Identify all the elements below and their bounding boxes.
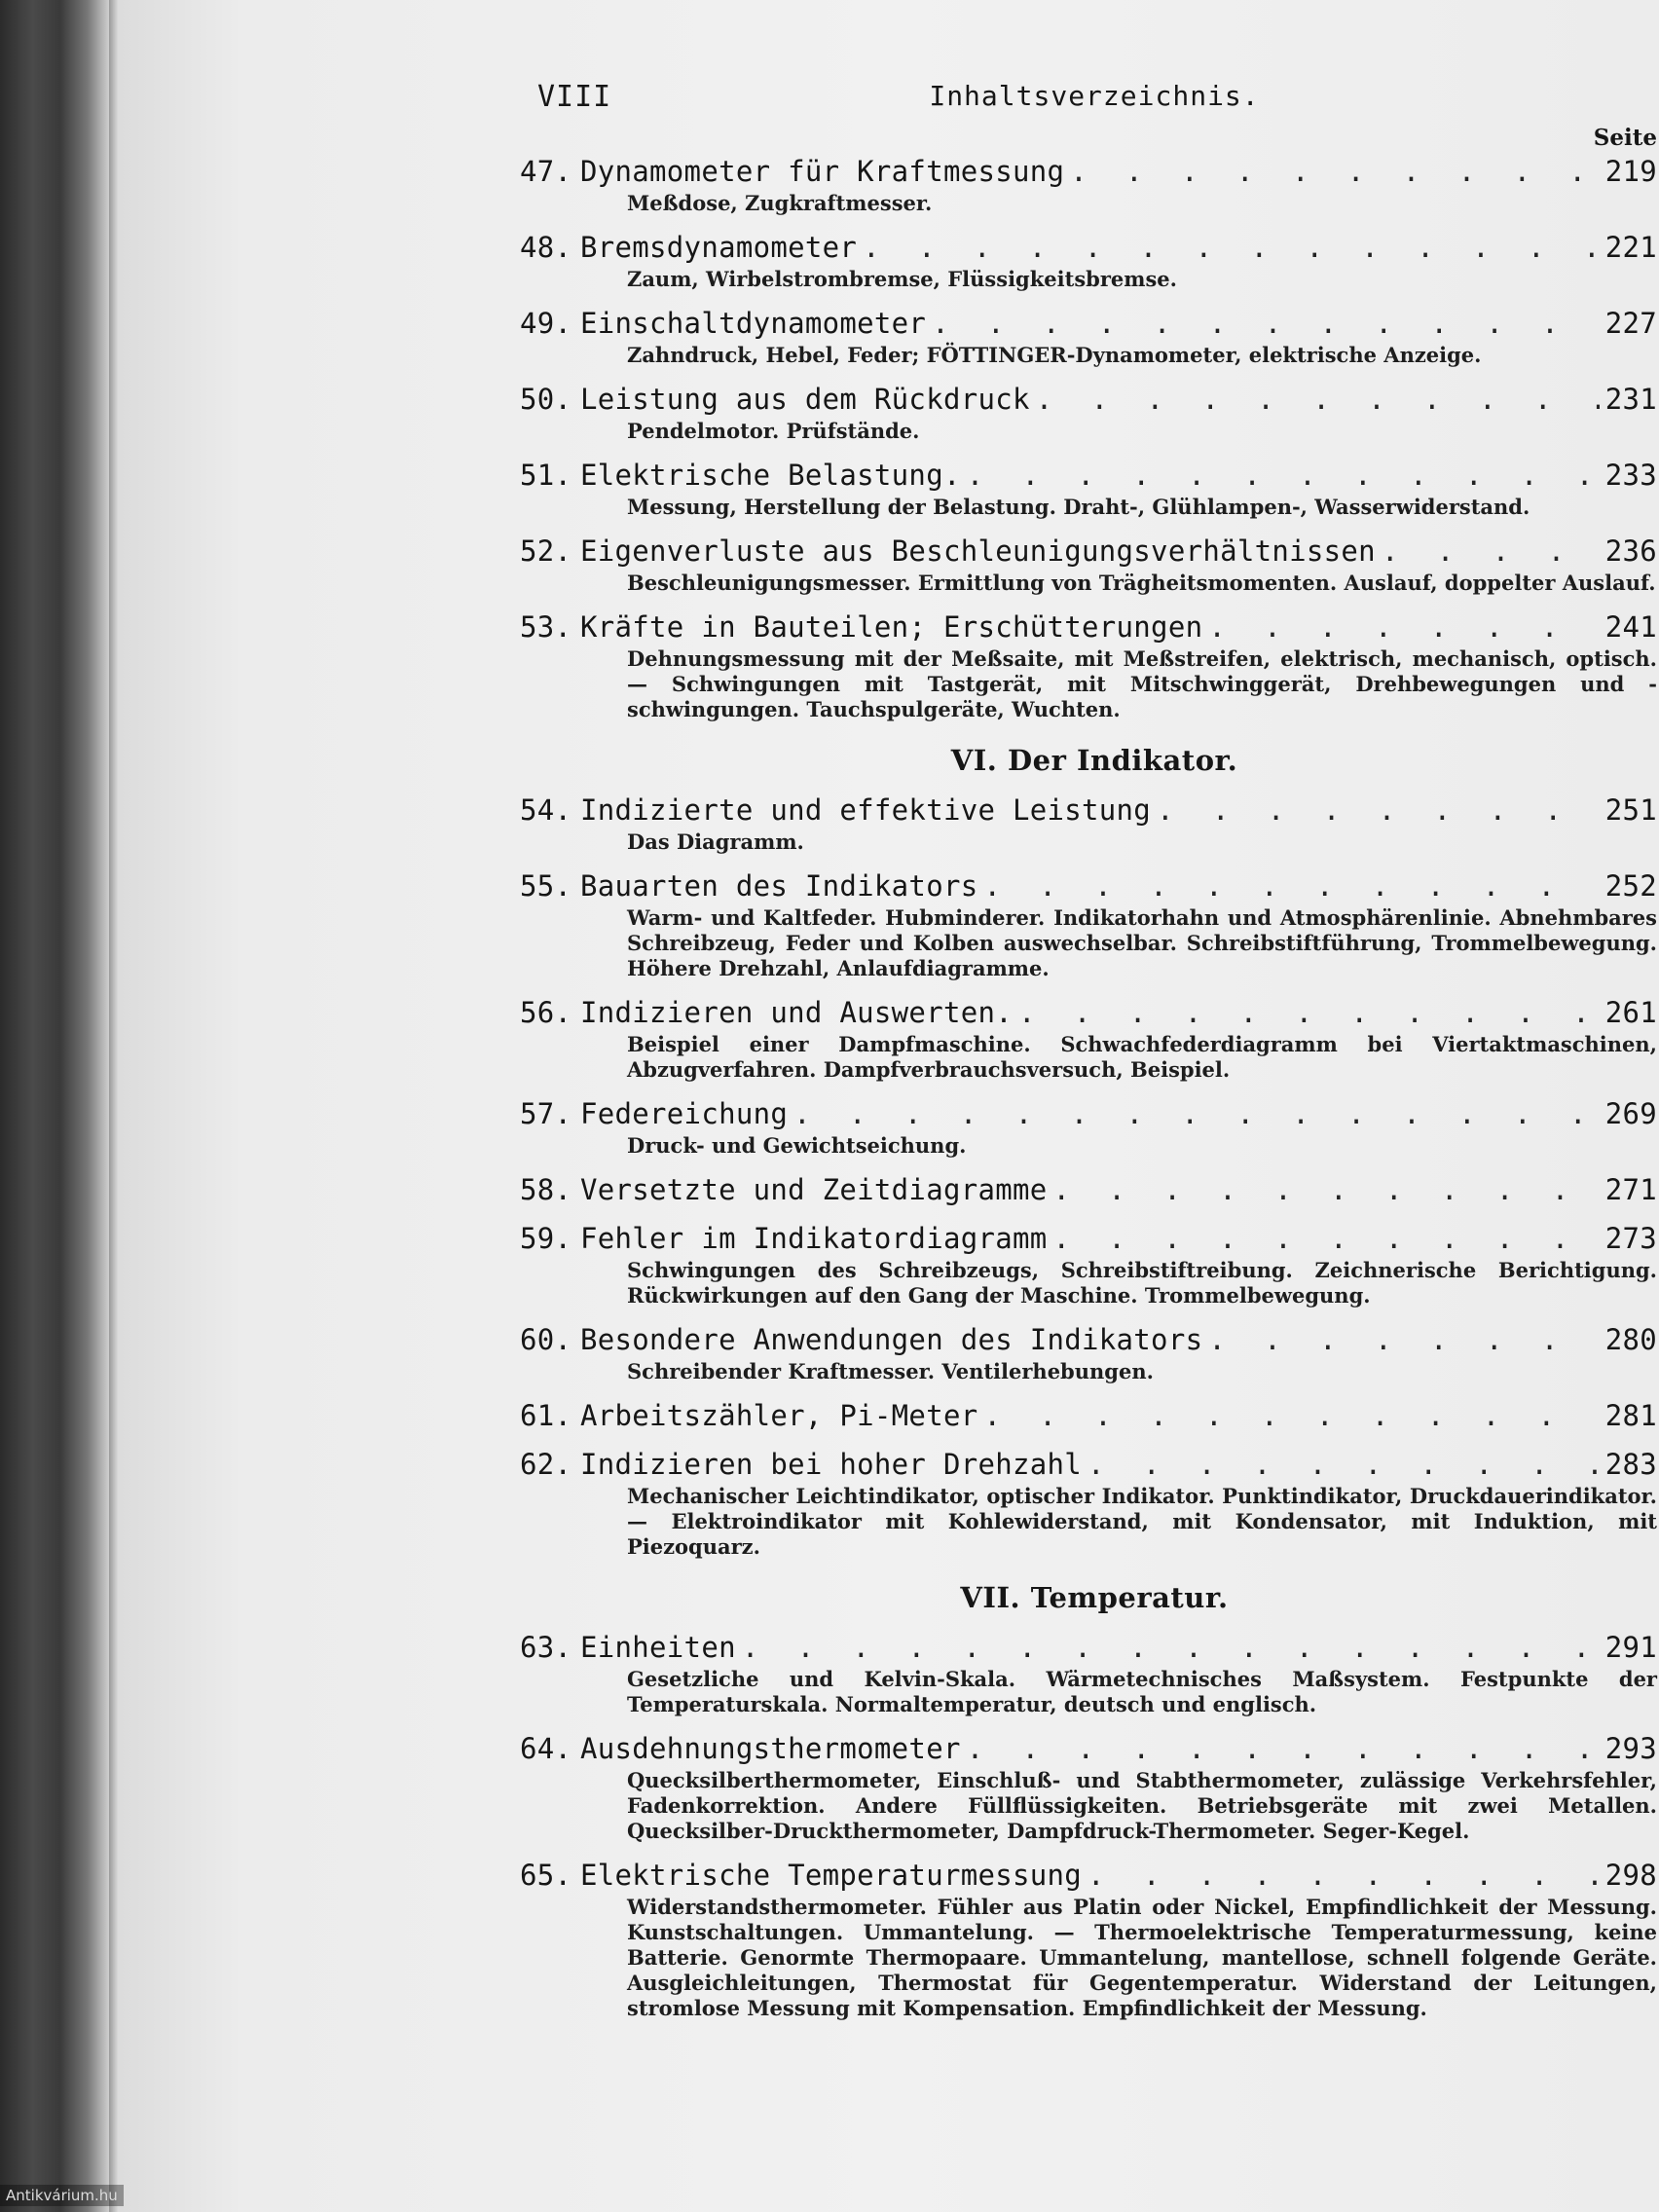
book-spine-shadow bbox=[0, 0, 109, 2212]
dot-leader bbox=[793, 1094, 1600, 1133]
chapter-subtopics: Das Diagramm. bbox=[627, 830, 804, 854]
chapter-subtopics: Zaum, Wirbelstrombremse, Flüssigkeitsbremse. bbox=[627, 267, 1177, 291]
chapter-number: 57. bbox=[520, 1097, 572, 1130]
dot-leader bbox=[967, 1729, 1600, 1768]
dot-leader bbox=[1157, 791, 1600, 830]
toc-entry-line bbox=[520, 1729, 1657, 1768]
chapter-number: 51. bbox=[520, 459, 572, 492]
page-number: VIII bbox=[537, 80, 612, 114]
chapter-title: Kräfte in Bauteilen; Erschütterungen bbox=[580, 610, 1203, 644]
chapter-subtopics: Beschleunigungsmesser. Ermittlung von Trägheitsmomenten. Auslauf, doppelter Auslauf. bbox=[627, 571, 1656, 595]
chapter-title: Versetzte und Zeitdiagramme bbox=[580, 1173, 1048, 1206]
chapter-number: 65. bbox=[520, 1859, 572, 1892]
chapter-number: 50. bbox=[520, 383, 572, 416]
toc-entry bbox=[520, 304, 1657, 380]
chapter-subtopics: Beispiel einer Dampfmaschine. Schwachfederdiagramm bei Viertaktmaschinen, Abzugverfahren. Dampfverbrauchsversuch, Beispiel. bbox=[627, 1032, 1657, 1082]
chapter-title: Indizieren bei hoher Drehzahl bbox=[580, 1448, 1083, 1481]
chapter-number: 62. bbox=[520, 1448, 572, 1481]
toc-entry bbox=[520, 608, 1657, 734]
toc-entry-line bbox=[520, 152, 1657, 191]
toc-content bbox=[520, 80, 1659, 2033]
chapter-page: 269 bbox=[1604, 1097, 1657, 1130]
chapter-page: 227 bbox=[1604, 307, 1657, 340]
chapter-subtopics: Widerstandsthermometer. Fühler aus Platin oder Nickel, Empfindlichkeit der Messung. Kunstschaltungen. Ummantelung. — Thermoelektrische Temperaturmessung, keine Batterie. Genormte Thermopaare. Ummantelung, mantellose, schnell folgende Geräte. Ausgleichleitungen, Thermostat für Gegentemperatur. Widerstand der Leitungen, stromlose Messung mit Kompensation. Empfindlichkeit der Messung. bbox=[627, 1895, 1657, 2020]
chapter-page: 293 bbox=[1604, 1732, 1657, 1765]
chapter-title: Fehler im Indikatordiagramm bbox=[580, 1222, 1048, 1255]
chapter-subtopics: Meßdose, Zugkraftmesser. bbox=[627, 191, 933, 215]
chapter-title: Elektrische Temperaturmessung bbox=[580, 1859, 1083, 1892]
toc-entry bbox=[520, 993, 1657, 1094]
chapter-page: 252 bbox=[1604, 869, 1657, 903]
dot-leader bbox=[1018, 993, 1600, 1032]
chapter-number: 48. bbox=[520, 231, 572, 264]
chapter-title: Indizieren und Auswerten. bbox=[580, 996, 1013, 1029]
toc-entry-line bbox=[520, 456, 1657, 495]
dot-leader bbox=[1382, 532, 1600, 571]
toc-entry bbox=[520, 1729, 1657, 1856]
chapter-subtopics: Gesetzliche und Kelvin-Skala. Wärmetechnisches Maßsystem. Festpunkte der Temperaturskala. Normaltemperatur, deutsch und englisch. bbox=[627, 1667, 1657, 1716]
page-column-label: Seite bbox=[1593, 125, 1657, 151]
toc-entry-line bbox=[520, 608, 1657, 646]
dot-leader bbox=[863, 228, 1600, 267]
chapter-number: 53. bbox=[520, 610, 572, 644]
chapter-subtopics: Druck- und Gewichtseichung. bbox=[627, 1133, 967, 1158]
toc-entry bbox=[520, 866, 1657, 993]
toc-entry-line bbox=[520, 993, 1657, 1032]
toc-entry-line bbox=[520, 1219, 1657, 1258]
chapter-number: 55. bbox=[520, 869, 572, 903]
toc-entry-line bbox=[520, 1396, 1657, 1435]
toc-entry-line bbox=[520, 866, 1657, 905]
chapter-number: 60. bbox=[520, 1323, 572, 1356]
chapter-subtopics: Mechanischer Leichtindikator, optischer Indikator. Punktindikator, Druckdauerindikator. — Elektroindikator mit Kohlewiderstand, mit Kondensator, mit Induktion, mit Piezoquarz. bbox=[627, 1484, 1657, 1559]
toc-entry bbox=[520, 228, 1657, 304]
page-header bbox=[520, 80, 1659, 125]
chapter-title: Eigenverluste aus Beschleunigungsverhältnissen bbox=[580, 535, 1376, 568]
chapter-number: 63. bbox=[520, 1631, 572, 1664]
dot-leader bbox=[983, 866, 1599, 905]
toc-entry-line bbox=[520, 228, 1657, 267]
chapter-page: 219 bbox=[1604, 155, 1657, 188]
toc-entry-line bbox=[520, 532, 1657, 571]
book-page bbox=[119, 0, 1659, 2212]
chapter-number: 64. bbox=[520, 1732, 572, 1765]
chapter-title: Ausdehnungsthermometer bbox=[580, 1732, 961, 1765]
toc-entry bbox=[520, 152, 1657, 228]
toc-entry bbox=[520, 1320, 1657, 1396]
dot-leader bbox=[1053, 1219, 1600, 1258]
toc-entry-line bbox=[520, 304, 1657, 343]
chapter-subtopics: Warm- und Kaltfeder. Hubminderer. Indikatorhahn und Atmosphärenlinie. Abnehmbares Schreibzeug, Feder und Kolben auswechselbar. Schreibstiftführung, Trommelbewegung. Höhere Drehzahl, Anlaufdiagramme. bbox=[627, 905, 1657, 980]
dot-leader bbox=[742, 1628, 1600, 1667]
toc-entry-line bbox=[520, 1628, 1657, 1667]
chapter-page: 291 bbox=[1604, 1631, 1657, 1664]
dot-leader bbox=[1208, 608, 1599, 646]
toc-entry-line bbox=[520, 1445, 1657, 1484]
chapter-subtopics: Quecksilberthermometer, Einschluß- und Stabthermometer, zulässige Verkehrsfehler, Fadenkorrektion. Andere Füllflüssigkeiten. Betriebsgeräte mit zwei Metallen. Quecksilber-Druckthermometer, Dampfdruck-Thermometer. Seger-Kegel. bbox=[627, 1768, 1657, 1843]
chapter-title: Einheiten bbox=[580, 1631, 736, 1664]
dot-leader bbox=[1088, 1445, 1600, 1484]
chapter-page: 298 bbox=[1604, 1859, 1657, 1892]
toc-entry bbox=[520, 1094, 1657, 1170]
chapter-page: 261 bbox=[1604, 996, 1657, 1029]
toc-entry bbox=[520, 1856, 1657, 2033]
chapter-page: 273 bbox=[1604, 1222, 1657, 1255]
section-heading: VII. Temperatur. bbox=[960, 1581, 1229, 1614]
dot-leader bbox=[1053, 1170, 1600, 1209]
toc-entry bbox=[520, 532, 1657, 608]
chapter-page: 221 bbox=[1604, 231, 1657, 264]
toc-list bbox=[520, 152, 1659, 2033]
chapter-title: Indizierte und effektive Leistung bbox=[580, 793, 1152, 827]
chapter-subtopics: Pendelmotor. Prüfstände. bbox=[627, 419, 920, 443]
toc-entry bbox=[520, 1396, 1657, 1445]
toc-entry bbox=[520, 791, 1657, 866]
chapter-subtopics: Dehnungsmessung mit der Meßsaite, mit Meßstreifen, elektrisch, mechanisch, optisch. — Schwingungen mit Tastgerät, mit Mitschwinggerät, Drehbewegungen und -schwingungen. Tauchspulgeräte, Wuchten. bbox=[627, 646, 1657, 721]
page-gutter bbox=[109, 0, 119, 2212]
chapter-page: 236 bbox=[1604, 535, 1657, 568]
chapter-subtopics: Schreibender Kraftmesser. Ventilerhebungen. bbox=[627, 1359, 1154, 1383]
dot-leader bbox=[932, 304, 1600, 343]
chapter-page: 241 bbox=[1604, 610, 1657, 644]
chapter-title: Arbeitszähler, Pi-Meter bbox=[580, 1399, 978, 1432]
chapter-page: 280 bbox=[1604, 1323, 1657, 1356]
chapter-title: Bauarten des Indikators bbox=[580, 869, 978, 903]
chapter-number: 52. bbox=[520, 535, 572, 568]
chapter-title: Leistung aus dem Rückdruck bbox=[580, 383, 1030, 416]
toc-entry-line bbox=[520, 1320, 1657, 1359]
chapter-title: Einschaltdynamometer bbox=[580, 307, 927, 340]
watermark: Antikvárium.hu bbox=[0, 2185, 124, 2206]
chapter-number: 49. bbox=[520, 307, 572, 340]
dot-leader bbox=[1208, 1320, 1599, 1359]
chapter-number: 61. bbox=[520, 1399, 572, 1432]
chapter-page: 251 bbox=[1604, 793, 1657, 827]
chapter-title: Elektrische Belastung. bbox=[580, 459, 961, 492]
chapter-page: 283 bbox=[1604, 1448, 1657, 1481]
chapter-page: 281 bbox=[1604, 1399, 1657, 1432]
chapter-title: Dynamometer für Kraftmessung bbox=[580, 155, 1065, 188]
chapter-number: 54. bbox=[520, 793, 572, 827]
toc-entry bbox=[520, 1170, 1657, 1219]
chapter-number: 56. bbox=[520, 996, 572, 1029]
chapter-subtopics: Messung, Herstellung der Belastung. Draht-, Glühlampen-, Wasserwiderstand. bbox=[627, 495, 1530, 519]
toc-entry-line bbox=[520, 1170, 1657, 1209]
running-title: Inhaltsverzeichnis. bbox=[929, 80, 1260, 112]
dot-leader bbox=[1088, 1856, 1600, 1895]
dot-leader bbox=[967, 456, 1600, 495]
toc-entry bbox=[520, 456, 1657, 532]
toc-entry-line bbox=[520, 1094, 1657, 1133]
toc-entry bbox=[520, 1219, 1657, 1320]
chapter-page: 233 bbox=[1604, 459, 1657, 492]
chapter-subtopics: Schwingungen des Schreibzeugs, Schreibstiftreibung. Zeichnerische Berichtigung. Rückwirkungen auf den Gang der Maschine. Trommelbewegung. bbox=[627, 1258, 1657, 1308]
chapter-number: 58. bbox=[520, 1173, 572, 1206]
toc-entry bbox=[520, 1445, 1657, 1571]
chapter-title: Besondere Anwendungen des Indikators bbox=[580, 1323, 1203, 1356]
toc-entry-line bbox=[520, 380, 1657, 419]
chapter-number: 59. bbox=[520, 1222, 572, 1255]
chapter-title: Bremsdynamometer bbox=[580, 231, 858, 264]
chapter-page: 271 bbox=[1604, 1173, 1657, 1206]
chapter-title: Federeichung bbox=[580, 1097, 789, 1130]
dot-leader bbox=[1070, 152, 1599, 191]
chapter-subtopics: Zahndruck, Hebel, Feder; FÖTTINGER-Dynamometer, elektrische Anzeige. bbox=[627, 343, 1482, 367]
section-heading: VI. Der Indikator. bbox=[950, 744, 1238, 777]
chapter-page: 231 bbox=[1604, 383, 1657, 416]
toc-entry-line bbox=[520, 791, 1657, 830]
dot-leader bbox=[983, 1396, 1599, 1435]
toc-entry bbox=[520, 380, 1657, 456]
dot-leader bbox=[1036, 380, 1600, 419]
toc-entry-line bbox=[520, 1856, 1657, 1895]
toc-entry bbox=[520, 1628, 1657, 1729]
chapter-number: 47. bbox=[520, 155, 572, 188]
